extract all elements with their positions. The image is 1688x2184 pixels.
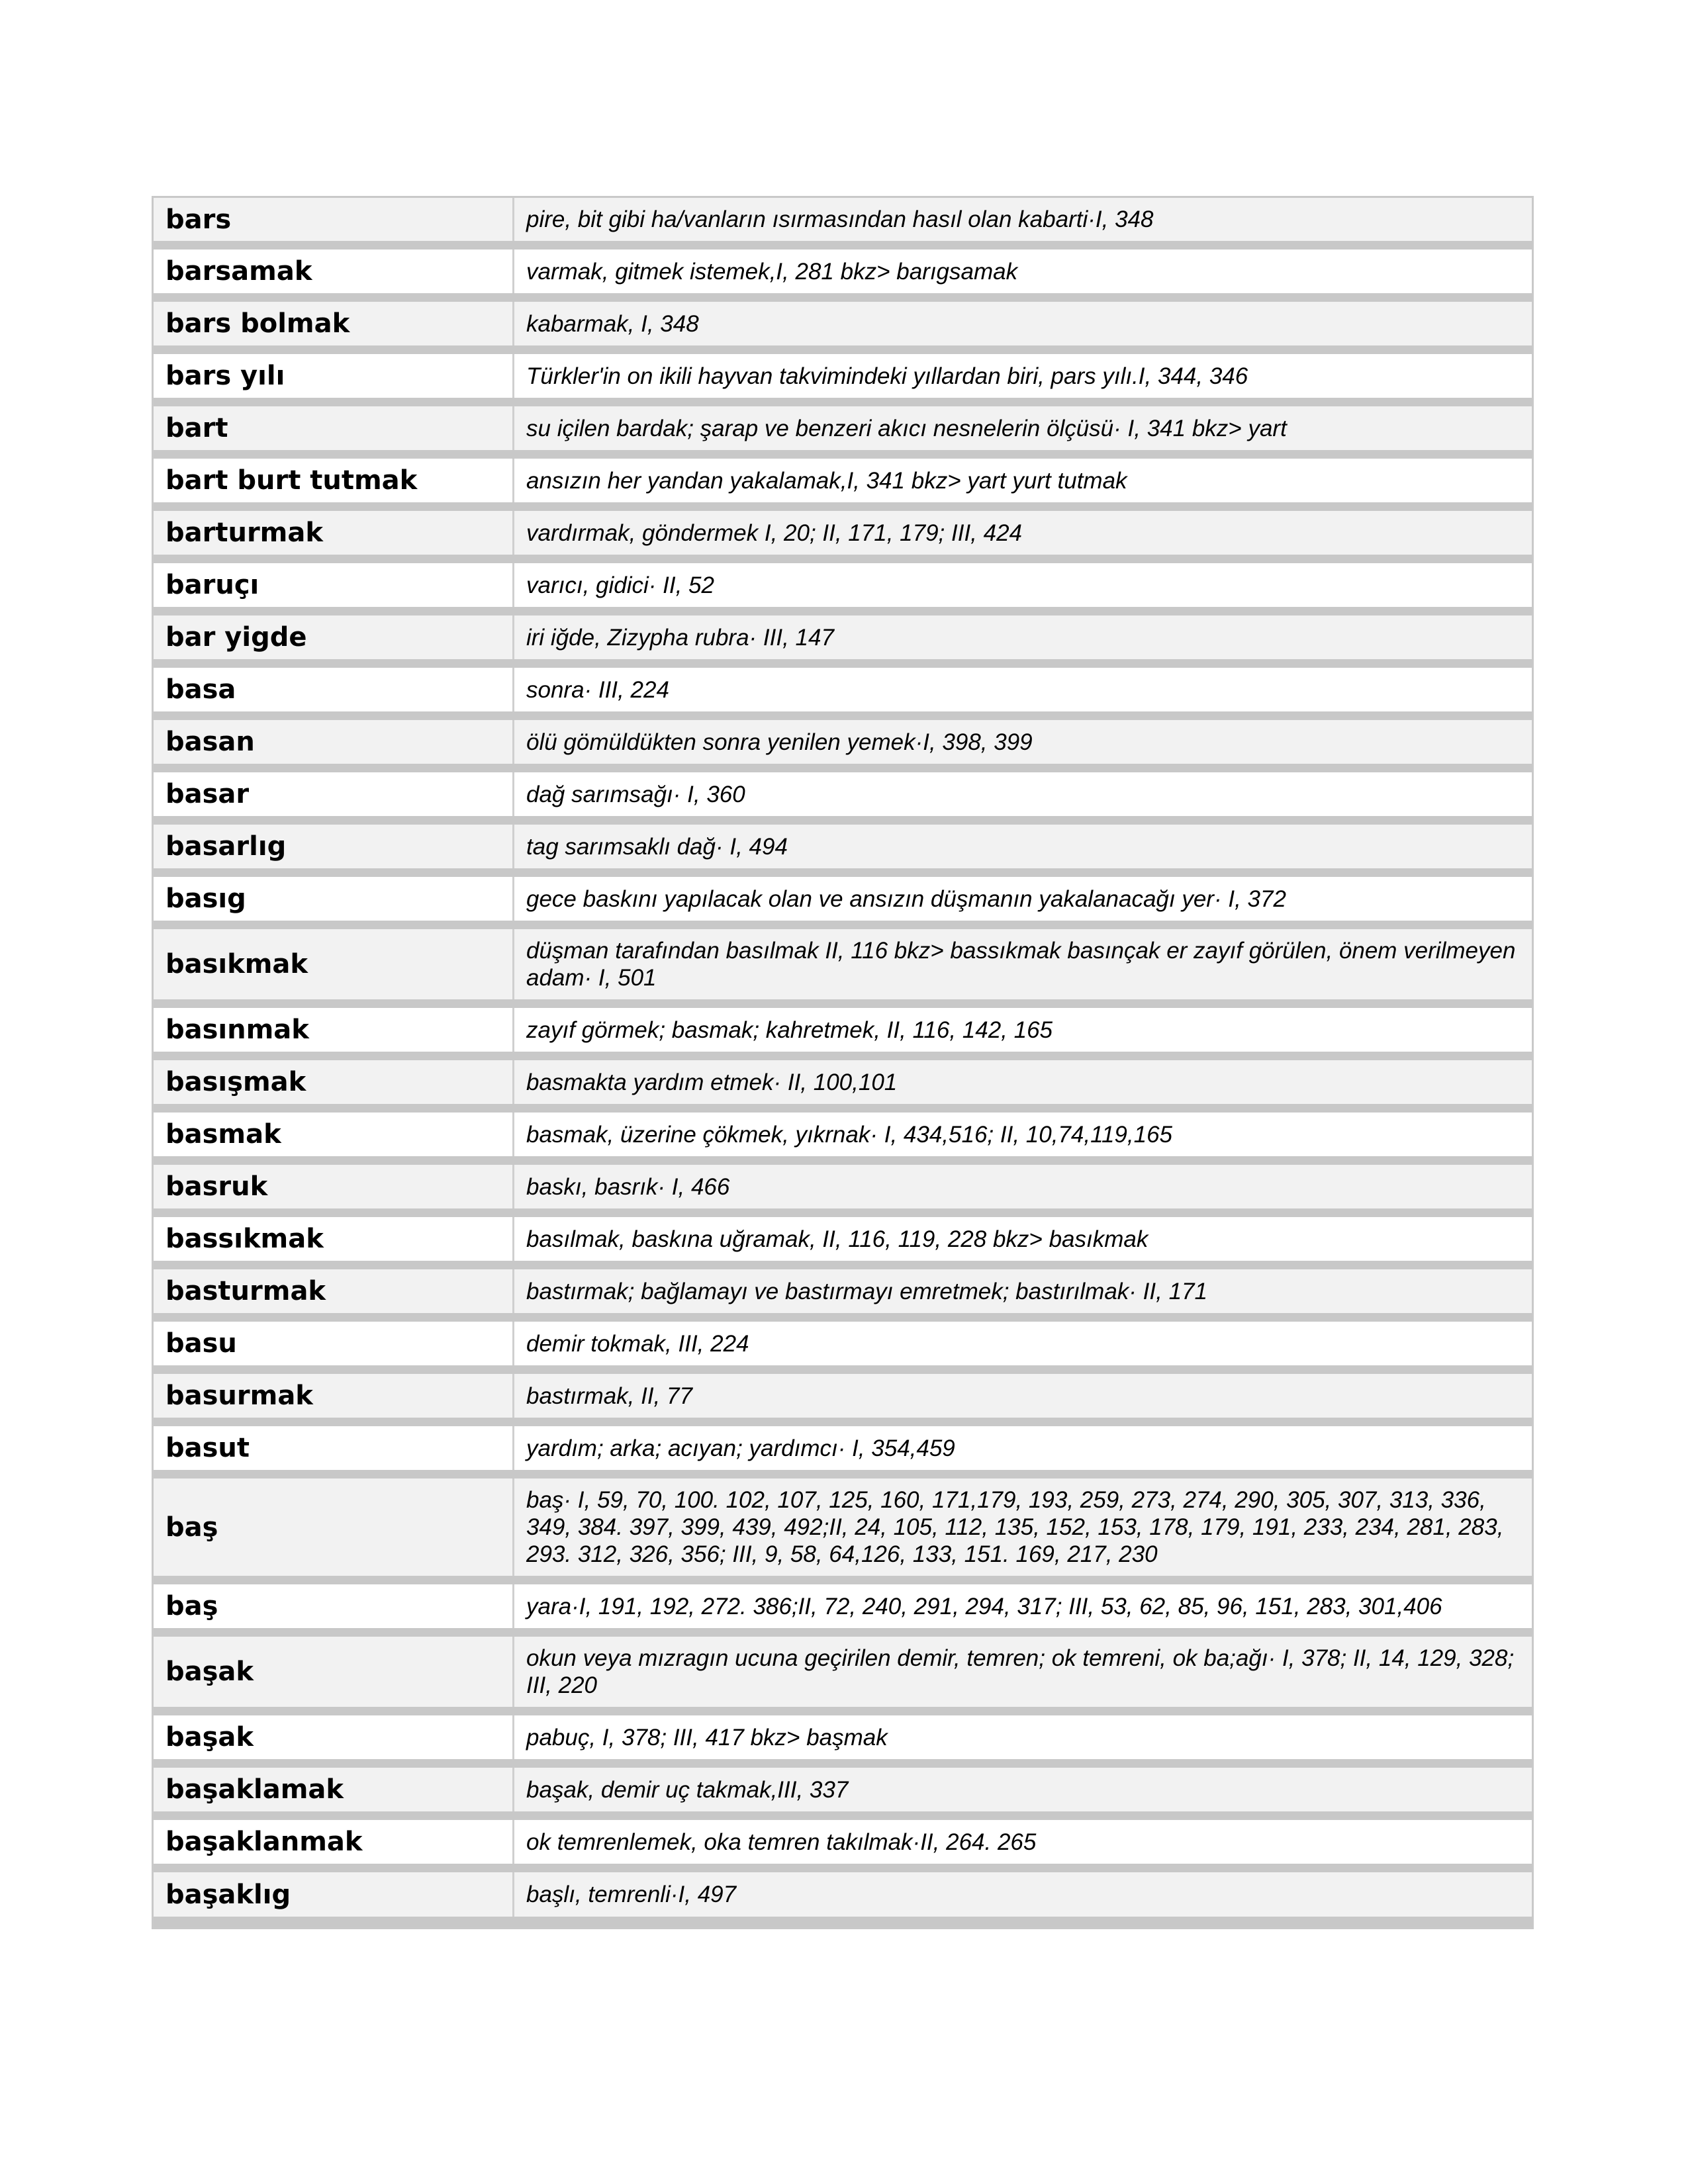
- table-row: [154, 1872, 1532, 1927]
- definition-cell: sonra· III, 224: [526, 676, 669, 703]
- definition-cell: zayıf görmek; basmak; kahretmek, II, 116, 142, 165: [526, 1017, 1053, 1043]
- definition-cell: vardırmak, göndermek I, 20; II, 171, 179; III, 424: [514, 511, 1532, 555]
- definition-cell: baş· I, 59, 70, 100. 102, 107, 125, 160, 171,179, 193, 259, 273, 274, 290, 305, 307, 313, 336, 349, 384. 397, 399, 439, 492;II, 24, 105, 112, 135, 152, 153, 178, 179, 191, 233, 234, 281, 283, 293. 312, 326, 356; III, 9, 58, 64,126, 133, 151. 169, 217, 230: [514, 1479, 1532, 1576]
- term-cell: baş: [154, 1584, 514, 1628]
- term-cell: baş: [154, 1479, 514, 1576]
- table-row: [154, 825, 1532, 877]
- definition-cell: demir tokmak, III, 224: [526, 1330, 749, 1357]
- definition-cell: varıcı, gidici· II, 52: [526, 572, 714, 598]
- definition-cell: Türkler'in on ikili hayvan takvimindeki yıllardan biri, pars yılı.I, 344, 346: [526, 363, 1248, 389]
- table-row: [154, 1217, 1532, 1269]
- table-row: [154, 1637, 1532, 1715]
- table-row: [154, 1479, 1532, 1584]
- term-cell: başak: [154, 1637, 514, 1707]
- definition-cell: iri iğde, Zizypha rubra· III, 147: [514, 615, 1532, 659]
- table-row: [154, 1715, 1532, 1768]
- definition-cell: kabarmak, I, 348: [514, 302, 1532, 345]
- table-row: [154, 668, 1532, 720]
- table-row: [154, 877, 1532, 929]
- term-cell: barsamak: [154, 250, 514, 293]
- table-row: [154, 302, 1532, 354]
- table-row: [154, 354, 1532, 406]
- definition-cell: gece baskını yapılacak olan ve ansızın düşmanın yakalanacağı yer· I, 372: [526, 886, 1286, 912]
- definition-cell: basılmak, baskına uğramak, II, 116, 119, 228 bkz> basıkmak: [526, 1226, 1149, 1252]
- definition-cell: başak, demir uç takmak,III, 337: [514, 1768, 1532, 1811]
- definition-cell: okun veya mızragın ucuna geçirilen demir, temren; ok temreni, ok ba;ağı· I, 378; II, 14, 129, 328; III, 220: [514, 1637, 1532, 1707]
- table-row: [154, 459, 1532, 511]
- table-row: [154, 1584, 1532, 1637]
- definition-cell: basmakta yardım etmek· II, 100,101: [514, 1060, 1532, 1104]
- table-row: [154, 1426, 1532, 1479]
- definition-cell: dağ sarımsağı· I, 360: [526, 781, 745, 807]
- term-cell: basışmak: [154, 1060, 514, 1104]
- definition-cell: bastırmak; bağlamayı ve bastırmayı emretmek; bastırılmak· II, 171: [514, 1269, 1532, 1313]
- table-row: [154, 1322, 1532, 1374]
- term-cell: barturmak: [154, 511, 514, 555]
- term-cell: basar: [154, 772, 514, 816]
- table-row: [154, 1165, 1532, 1217]
- term-cell: basınmak: [154, 1008, 514, 1052]
- definition-cell: pabuç, I, 378; III, 417 bkz> başmak: [526, 1724, 888, 1751]
- table-row: [154, 1008, 1532, 1060]
- term-cell: basıg: [154, 877, 514, 921]
- table-row: [154, 406, 1532, 459]
- term-cell: başaklanmak: [154, 1820, 514, 1864]
- table-row: [154, 198, 1532, 250]
- term-cell: basu: [154, 1322, 514, 1365]
- definition-cell: su içilen bardak; şarap ve benzeri akıcı nesnelerin ölçüsü· I, 341 bkz> yart: [514, 406, 1532, 450]
- table-row: [154, 250, 1532, 302]
- term-cell: bars: [154, 198, 514, 241]
- table-row: [154, 1269, 1532, 1322]
- table-row: [154, 929, 1532, 1008]
- table-row: [154, 511, 1532, 563]
- term-cell: başaklamak: [154, 1768, 514, 1811]
- term-cell: basa: [154, 668, 514, 711]
- table-row: [154, 1768, 1532, 1820]
- term-cell: başaklıg: [154, 1872, 514, 1917]
- table-row: [154, 615, 1532, 668]
- term-cell: bar yigde: [154, 615, 514, 659]
- table-row: [154, 1820, 1532, 1872]
- definition-cell: bastırmak, II, 77: [514, 1374, 1532, 1418]
- definition-cell: ansızın her yandan yakalamak,I, 341 bkz> yart yurt tutmak: [526, 467, 1127, 494]
- definition-cell: düşman tarafından basılmak II, 116 bkz> bassıkmak basınçak er zayıf görülen, önem verilmeyen adam· I, 501: [514, 929, 1532, 999]
- term-cell: bassıkmak: [154, 1217, 514, 1261]
- table-row: [154, 1374, 1532, 1426]
- term-cell: basturmak: [154, 1269, 514, 1313]
- term-cell: basan: [154, 720, 514, 764]
- definition-cell: yara·I, 191, 192, 272. 386;II, 72, 240, 291, 294, 317; III, 53, 62, 85, 96, 151, 283, 301,406: [526, 1593, 1442, 1619]
- definition-cell: ok temrenlemek, oka temren takılmak·II, 264. 265: [526, 1829, 1037, 1855]
- term-cell: basarlıg: [154, 825, 514, 868]
- table-row: [154, 563, 1532, 615]
- term-cell: bart burt tutmak: [154, 459, 514, 502]
- table-row: [154, 1113, 1532, 1165]
- dictionary-table: [152, 196, 1534, 1929]
- table-row: [154, 1060, 1532, 1113]
- definition-cell: yardım; arka; acıyan; yardımcı· I, 354,459: [526, 1435, 955, 1461]
- table-row: [154, 720, 1532, 772]
- term-cell: basruk: [154, 1165, 514, 1208]
- definition-cell: tag sarımsaklı dağ· I, 494: [514, 825, 1532, 868]
- term-cell: bars yılı: [154, 354, 514, 398]
- definition-cell: varmak, gitmek istemek,I, 281 bkz> barıgsamak: [526, 258, 1018, 285]
- term-cell: bart: [154, 406, 514, 450]
- table-row: [154, 772, 1532, 825]
- term-cell: bars bolmak: [154, 302, 514, 345]
- definition-cell: başlı, temrenli·I, 497: [514, 1872, 1532, 1917]
- term-cell: baruçı: [154, 563, 514, 607]
- definition-cell: baskı, basrık· I, 466: [514, 1165, 1532, 1208]
- term-cell: basmak: [154, 1113, 514, 1156]
- definition-cell: pire, bit gibi ha/vanların ısırmasından hasıl olan kabarti·I, 348: [514, 198, 1532, 241]
- term-cell: basıkmak: [154, 929, 514, 999]
- definition-cell: ölü gömüldükten sonra yenilen yemek·I, 398, 399: [514, 720, 1532, 764]
- term-cell: basurmak: [154, 1374, 514, 1418]
- definition-cell: basmak, üzerine çökmek, yıkrnak· I, 434,516; II, 10,74,119,165: [526, 1121, 1173, 1148]
- term-cell: başak: [154, 1715, 514, 1759]
- term-cell: basut: [154, 1426, 514, 1470]
